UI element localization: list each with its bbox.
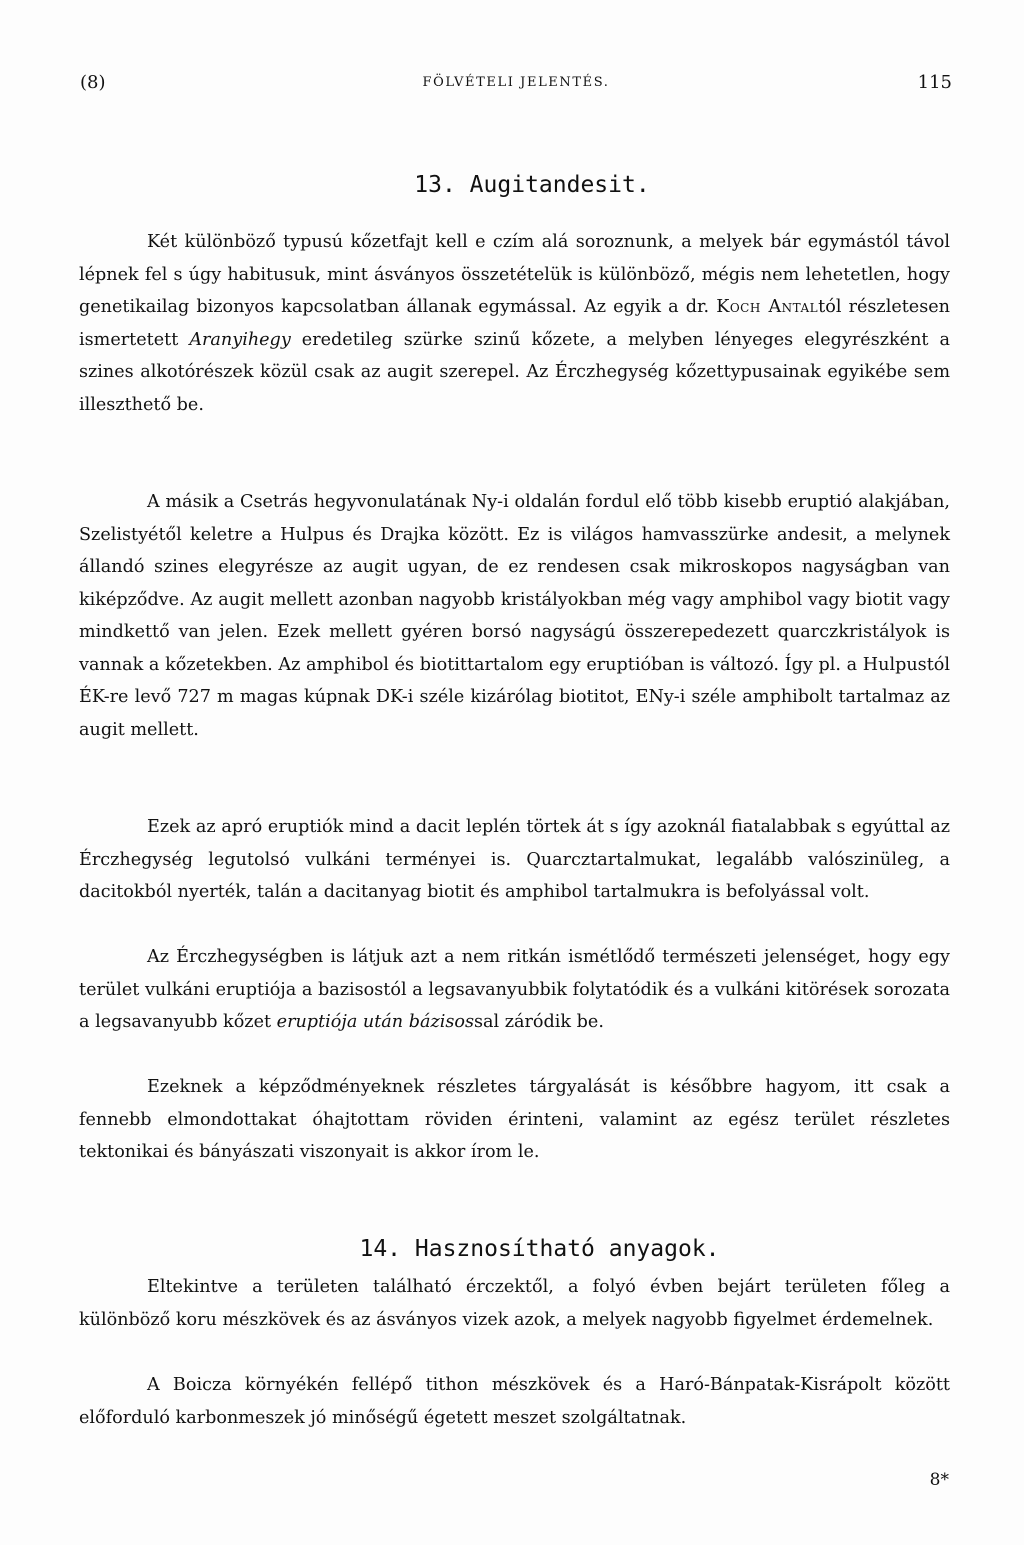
paragraph-6: Eltekintve a területen található érczektől, a folyó évben bejárt területen főleg a különböző koru mészkövek és az ásványos vizek azok, a melyek nagyobb figyelmet érdemelnek. <box>79 1277 950 1330</box>
paragraph-1-text-a: Két különböző typusú kőzetfajt kell e czím alá soroznunk, a melyek bár egymástól távol lépnek fel s úgy habitusuk, mint ásványos összetételük is különböző, mégis nem lehetetlen, hogy genetikailag bizonyos kapcsolatban állanak egymással. Az egyik a dr. <box>79 232 950 317</box>
signature-mark: 8* <box>929 1470 949 1490</box>
place-name: Aranyihegy <box>189 329 291 350</box>
paragraph-4-text-b: sal záródik be. <box>474 1012 604 1032</box>
running-title: FÖLVÉTELI JELENTÉS. <box>422 75 610 90</box>
paragraph-4-italic: eruptiója után bázisos <box>276 1012 475 1032</box>
page-number: 115 <box>917 72 952 93</box>
paragraph-4-text-a: Az Érczhegységben is látjuk azt a nem ritkán ismétlődő természeti jelenséget, hogy egy terület vulkáni eruptiója a bazisostól a legsavanyubbik folytatódik és a vulkáni kitörések sorozata a legsavanyubb kőzet <box>79 947 950 1032</box>
paragraph-5: Ezeknek a képződményeknek részletes tárgyalását is későbbre hagyom, itt csak a fennebb elmondottakat óhajtottam röviden érinteni, valamint az egész terület részletes tektonikai és bányászati viszonyait is akkor írom le. <box>79 1077 950 1162</box>
paragraph-4 <box>79 941 950 1039</box>
paragraph-1 <box>79 226 950 421</box>
section-14-heading: 14. Hasznosítható anyagok. <box>359 1236 720 1262</box>
chapter-number: (8) <box>80 72 106 93</box>
section-13-heading: 13. Augitandesit. <box>414 172 650 198</box>
paragraph-2: A másik a Csetrás hegyvonulatának Ny-i oldalán fordul elő több kisebb eruptió alakjában, Szelistyétől keletre a Hulpus és Drajka között. Ez is világos hamvasszürke andesit, a melynek állandó szines elegyrésze az augit ugyan, de ez rendesen csak mikroskopos nagyságban van kiképződve. Az augit mellett azonban nagyobb kristályokban még vagy amphibol vagy biotit vagy mindkettő van jelen. Ezek mellett gyéren borsó nagyságú összerepedezett quarczkristályok is vannak a kőzetekben. Az amphibol és biotittartalom egy eruptióban is változó. Így pl. a Hulpustól ÉK-re levő 727 m magas kúpnak DK-i széle kizárólag biotitot, ENy-i széle amphibolt tartalmaz az augit mellett. <box>79 492 950 740</box>
paragraph-1-text-b: tól részletesen ismertetett <box>79 297 950 350</box>
paragraph-7: A Boicza környékén fellépő tithon mészkövek és a Haró-Bánpatak-Kisrápolt között előforduló karbonmeszek jó minőségű égetett meszet szolgáltatnak. <box>79 1375 950 1428</box>
paragraph-3: Ezek az apró eruptiók mind a dacit leplén törtek át s így azoknál fiatalabbak s egyúttal az Érczhegység legutolsó vulkáni terményei is. Quarcztartalmukat, legalább valószinüleg, a dacitokból nyerték, talán a dacitanyag biotit és amphibol tartalmukra is befolyással volt. <box>79 817 950 902</box>
author-name: Koch Antal <box>716 297 819 317</box>
paragraph-1-text-c: eredetileg szürke szinű kőzete, a melyben lényeges elegyrészként a szines alkotórészek közül csak az augit szerepel. Az Érczhegység kőzettypusainak egyikébe sem illeszthető be. <box>79 329 950 415</box>
running-header <box>80 72 952 102</box>
